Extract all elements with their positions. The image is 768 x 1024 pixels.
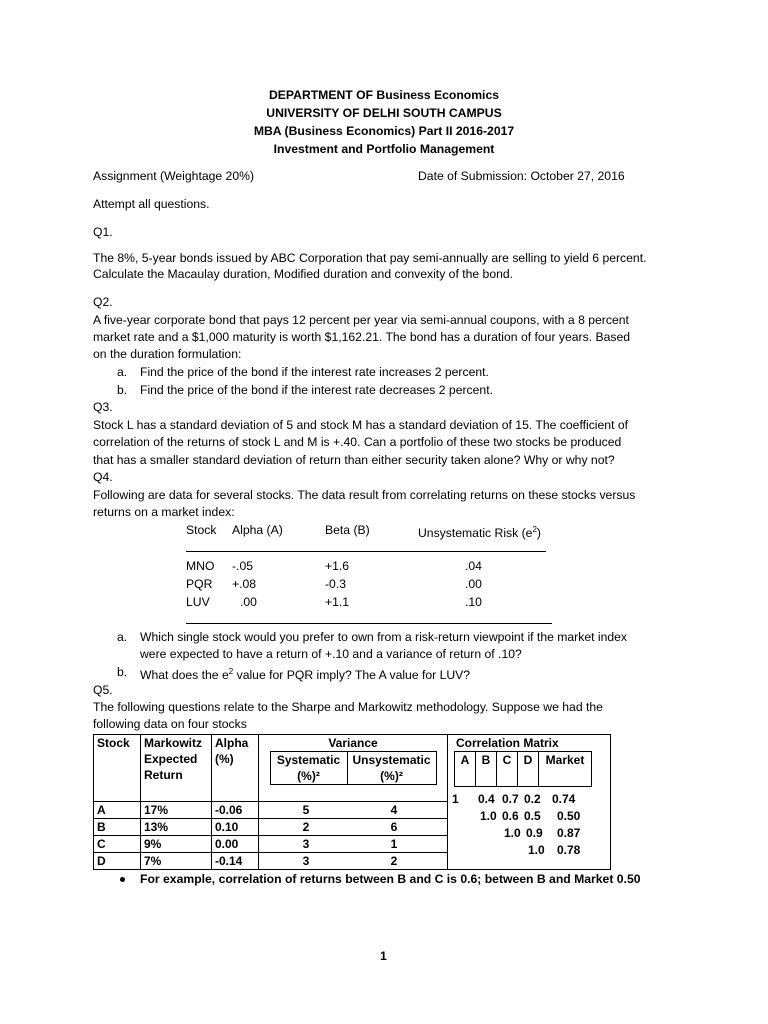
q5-cell-return: 7% [141,853,212,870]
corr-cell: 0.9 [526,826,543,840]
q4-text-line: returns on a market index: [93,505,235,519]
corr-cell: 0.87 [557,826,581,840]
q5-header-markowitz: Markowitz Expected Return [141,735,212,802]
page-number: 1 [380,949,387,963]
q2-b-marker: b. [117,383,128,397]
q3-text-line: correlation of the returns of stock L and M is +.40. Can a portfolio of these two stocks be produced [93,435,622,449]
q5-cell-variance: 2 6 [259,819,448,836]
bullet-icon [120,877,125,882]
q4-row-unsys: .10 [465,595,482,609]
q5-text-line: following data on four stocks [93,717,247,731]
q2-text-line: on the duration formulation: [93,347,242,361]
q4-row-alpha: -.05 [232,559,254,573]
q4-header-beta: Beta (B) [325,523,370,537]
q4-row-beta: +1.6 [325,559,350,573]
q5-cell-alpha: -0.14 [212,853,259,870]
q5-cell-variance: 5 4 [259,802,448,819]
q2-text-line: A five-year corporate bond that pays 12 percent per year via semi-annual coupons, with a 8 percent [93,313,629,327]
q4-a-text: were expected to have a return of +.10 and a variance of return of .10? [140,647,522,661]
q2-a-text: Find the price of the bond if the interest rate increases 2 percent. [140,365,489,379]
corr-cell: 0.2 [524,792,541,806]
q4-a-text: Which single stock would you prefer to own from a risk-return viewpoint if the market index [140,630,628,644]
q4-row-unsys: .04 [465,559,482,573]
q5-cell-stock: D [94,853,141,870]
subject-title: Investment and Portfolio Management [273,142,495,156]
q2-a-marker: a. [117,365,128,379]
corr-cell: 1.0 [504,826,521,840]
q4-row-stock: LUV [186,595,210,609]
corr-cell: 0.6 [502,809,519,823]
corr-cell: 0.78 [557,843,581,857]
q5-corr-header-a: A [455,752,476,787]
q5-corr-header-d: D [518,752,539,787]
q5-header-systematic: Systematic (%)² [270,752,347,785]
q5-header-unsystematic: Unsystematic (%)² [347,752,436,785]
q4-b-text: What does the $e^2$ value for PQR imply? The A value for LUV? [140,667,471,683]
q4-table-rule-top [186,551,546,552]
q4-text-line: Following are data for several stocks. The data result from correlating returns on these stocks versus [93,488,636,502]
q4-row-alpha: +.08 [232,577,257,591]
q5-cell-variance: 3 1 [259,836,448,853]
q5-cell-stock: C [94,836,141,853]
q4-row-alpha: .00 [240,595,257,609]
corr-cell: 0.50 [557,809,581,823]
q2-b-text: Find the price of the bond if the interest rate decreases 2 percent. [140,383,493,397]
q5-cell-return: 17% [141,802,212,819]
corr-cell: 1.0 [528,843,545,857]
corr-cell: 1 [452,792,459,806]
q5-corr-header-c: C [497,752,518,787]
corr-cell: 0.5 [524,809,541,823]
course-title: MBA (Business Economics) Part II 2016-2017 [253,124,515,138]
q5-cell-alpha: 0.00 [212,836,259,853]
q4-b-marker: b. [117,665,128,679]
q3-text-line: that has a smaller standard deviation of return than either security taken alone? Why or why not? [93,453,615,467]
q5-corr-header-market: Market [539,752,592,787]
q4-a-marker: a. [117,630,128,644]
q4-row-beta: +1.1 [325,595,350,609]
q5-text-line: The following questions relate to the Sharpe and Markowitz methodology. Suppose we had the [93,700,603,714]
department-title: DEPARTMENT OF Business Economics [268,88,500,102]
q5-header-alpha: Alpha (%) [212,735,259,802]
q2-text-line: market rate and a $1,000 maturity is worth $1,162.21. The bond has a duration of four years. Based [93,330,631,344]
q4-header-stock: Stock [186,523,217,537]
q1-label: Q1. [93,225,113,239]
university-title: UNIVERSITY OF DELHI SOUTH CAMPUS [266,106,502,120]
instruction: Attempt all questions. [93,197,210,211]
q5-cell-stock: A [94,802,141,819]
corr-cell: 0.4 [478,792,495,806]
q1-text-line: The 8%, 5-year bonds issued by ABC Corporation that pay semi-annually are selling to yield 6 percent. [93,251,647,265]
q4-header-unsystematic: Unsystematic Risk $(e^2)$ [418,525,541,541]
corr-cell: 0.7 [502,792,519,806]
q5-note: For example, correlation of returns between B and C is 0.6; between B and Market 0.50 [140,872,641,886]
submission-date: Date of Submission: October 27, 2016 [418,169,625,183]
corr-cell: 0.74 [552,792,576,806]
q5-cell-alpha: -0.06 [212,802,259,819]
assignment-weightage: Assignment (Weightage 20%) [93,169,255,183]
q5-data-table [93,734,611,870]
q5-corr-header [454,751,592,787]
q4-table-rule-bottom [186,623,552,624]
q3-label: Q3. [93,400,113,414]
q5-cell-alpha: 0.10 [212,819,259,836]
q4-row-stock: PQR [186,577,213,591]
q5-corr-header-b: B [476,752,497,787]
q2-label: Q2. [93,295,113,309]
corr-cell: 1.0 [480,809,497,823]
q5-header-variance: Variance Systematic (%)² Unsystematic (%)² [259,735,448,802]
q5-correlation-matrix: Correlation Matrix A B C D Market 1 0.4 0.7 0.2 0.74 1.0 0.6 0.5 0.50 1.0 0.9 0.87 1.0 0.78 [448,735,611,870]
q3-text-line: Stock L has a standard deviation of 5 and stock M has a standard deviation of 15. The coefficient of [93,418,629,432]
q5-label: Q5. [93,683,113,697]
q4-label: Q4. [93,470,113,484]
q5-cell-return: 9% [141,836,212,853]
q5-variance-subheader [270,751,437,785]
q1-text-line: Calculate the Macaulay duration, Modified duration and convexity of the bond. [93,267,514,281]
q4-row-stock: MNO [186,559,215,573]
q5-cell-return: 13% [141,819,212,836]
q5-cell-variance: 3 2 [259,853,448,870]
q5-header-stock: Stock [94,735,141,802]
q4-row-unsys: .00 [465,577,482,591]
q4-header-alpha: Alpha (A) [232,523,283,537]
q5-cell-stock: B [94,819,141,836]
q4-row-beta: -0.3 [325,577,347,591]
